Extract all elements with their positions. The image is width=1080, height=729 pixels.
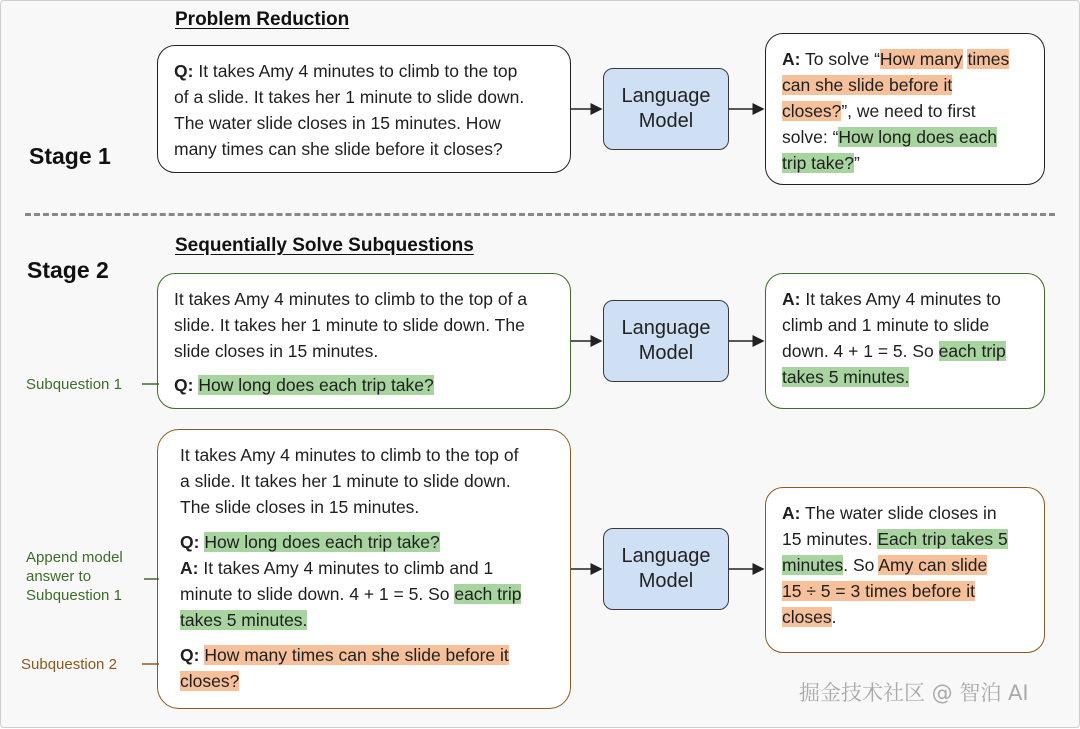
subquestion1-prompt-box bbox=[157, 273, 571, 409]
row1-context-line-3: slide closes in 15 minutes. bbox=[174, 341, 379, 361]
row2-answer-line-3: minutes. So Amy can slide bbox=[782, 555, 988, 575]
row2-a1-line-3: takes 5 minutes. bbox=[180, 610, 308, 630]
row2-context-line-3: The slide closes in 15 minutes. bbox=[180, 497, 420, 517]
sequential-solve-heading: Sequentially Solve Subquestions bbox=[175, 235, 474, 256]
stage-2-label: Stage 2 bbox=[27, 257, 109, 283]
row2-answer-line-5: closes. bbox=[782, 607, 837, 627]
append-model-answer-label bbox=[26, 548, 123, 605]
append-label-line-2: answer to bbox=[26, 568, 92, 585]
stage1-question-line-3: The water slide closes in 15 minutes. How bbox=[174, 113, 501, 133]
row2-answer-box bbox=[765, 487, 1045, 653]
append-label-line-3: Subquestion 1 bbox=[26, 587, 122, 604]
row2-context-line-2: a slide. It takes her 1 minute to slide down. bbox=[180, 471, 511, 491]
problem-reduction-heading: Problem Reduction bbox=[175, 9, 350, 30]
stage1-question-box bbox=[157, 45, 571, 173]
row1-language-model bbox=[603, 300, 729, 382]
row1-answer-line-2: climb and 1 minute to slide bbox=[782, 315, 990, 335]
model-label-line-1: Language bbox=[621, 545, 711, 567]
row2-answer-line-4: 15 ÷ 5 = 3 times before it bbox=[782, 581, 975, 601]
row2-answer-line-2: 15 minutes. Each trip takes 5 bbox=[782, 529, 1008, 549]
row2-q2-line-2: closes? bbox=[180, 671, 240, 691]
row1-answer-line-4: takes 5 minutes. bbox=[782, 367, 910, 387]
stage-1-label: Stage 1 bbox=[29, 143, 111, 169]
model-label-line-2: Model bbox=[638, 570, 694, 592]
subquestion-1-label: Subquestion 1 bbox=[26, 376, 122, 393]
model-label-line-1: Language bbox=[621, 317, 711, 339]
row2-answer-line-1: A: The water slide closes in bbox=[782, 503, 997, 523]
stage1-answer-line-5: trip take?” bbox=[782, 153, 860, 173]
subquestion2-prompt-box bbox=[157, 429, 571, 709]
watermark: 掘金技术社区 @ 智泊 AI bbox=[799, 681, 1029, 705]
append-label-line-1: Append model bbox=[26, 549, 123, 566]
model-label-line-2: Model bbox=[638, 342, 694, 364]
row1-answer-line-1: A: It takes Amy 4 minutes to bbox=[782, 289, 1001, 309]
row1-context-line-2: slide. It takes her 1 minute to slide down. The bbox=[174, 315, 525, 335]
subquestion-2-label: Subquestion 2 bbox=[21, 656, 117, 673]
model-label-line-1: Language bbox=[621, 85, 711, 107]
stage1-answer-line-3: closes?”, we need to first bbox=[782, 101, 976, 121]
row2-context-line-1: It takes Amy 4 minutes to climb to the top of bbox=[180, 445, 519, 465]
row2-q2-line-1: Q: How many times can she slide before it bbox=[180, 645, 509, 665]
row2-language-model bbox=[603, 528, 729, 610]
stage1-answer-box bbox=[765, 33, 1045, 185]
row2-q1-line: Q: How long does each trip take? bbox=[180, 532, 440, 552]
stage1-question-line-4: many times can she slide before it closes? bbox=[174, 139, 503, 159]
stage1-answer-line-4: solve: “How long does each bbox=[782, 127, 997, 147]
row1-answer-line-3: down. 4 + 1 = 5. So each trip bbox=[782, 341, 1006, 361]
stage-divider bbox=[25, 213, 1055, 216]
row2-a1-line-1: A: It takes Amy 4 minutes to climb and 1 bbox=[180, 558, 494, 578]
row1-question-line: Q: How long does each trip take? bbox=[174, 375, 434, 395]
row1-context-line-1: It takes Amy 4 minutes to climb to the top of a bbox=[174, 289, 528, 309]
row1-answer-box bbox=[765, 273, 1045, 409]
stage1-question-line-1: Q: It takes Amy 4 minutes to climb to the top bbox=[174, 61, 518, 81]
stage1-answer-line-1: A: To solve “How many times bbox=[782, 49, 1010, 69]
stage1-language-model bbox=[603, 68, 729, 150]
stage1-question-line-2: of a slide. It takes her 1 minute to slide down. bbox=[174, 87, 525, 107]
model-label-line-2: Model bbox=[638, 110, 694, 132]
row2-a1-line-2: minute to slide down. 4 + 1 = 5. So each trip bbox=[180, 584, 522, 604]
stage1-answer-line-2: can she slide before it bbox=[782, 75, 953, 95]
